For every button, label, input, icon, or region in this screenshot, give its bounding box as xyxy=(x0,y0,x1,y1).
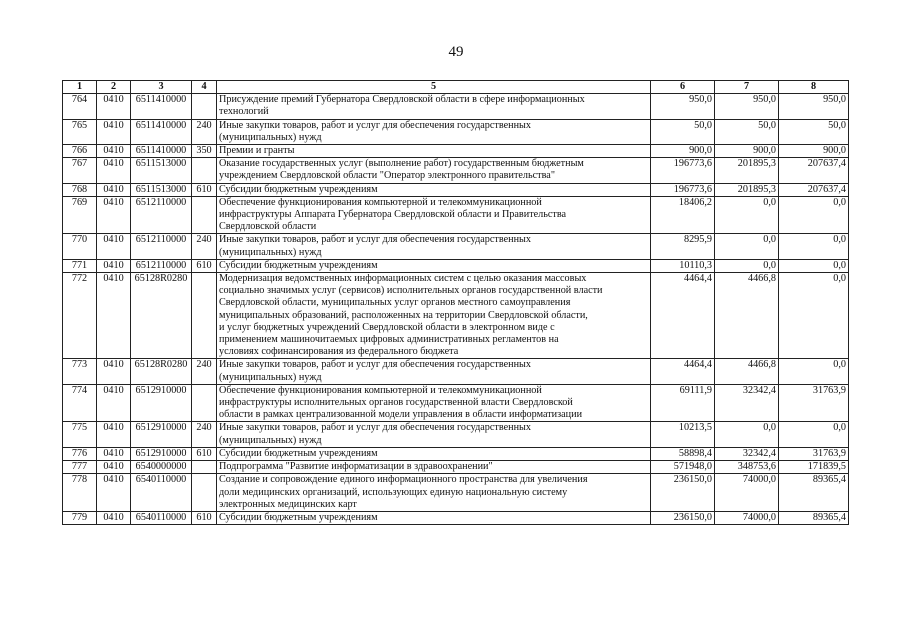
amount-col-7: 32342,4 xyxy=(715,384,779,422)
table-row xyxy=(63,158,849,183)
amount-col-6: 4464,4 xyxy=(651,359,715,384)
section-code: 0410 xyxy=(97,511,131,524)
description-line: (муниципальных) нужд xyxy=(219,131,322,143)
section-code: 0410 xyxy=(97,234,131,259)
description-line: применением машиночитаемых цифровых административных регламентов на xyxy=(219,334,559,346)
section-code: 0410 xyxy=(97,94,131,119)
amount-col-6: 571948,0 xyxy=(651,461,715,474)
row-description xyxy=(217,158,651,183)
description-line: (муниципальных) нужд xyxy=(219,371,322,383)
section-code: 0410 xyxy=(97,384,131,422)
target-code: 65128R0280 xyxy=(131,359,192,384)
amount-col-8: 89365,4 xyxy=(779,474,849,512)
header-col-4: 4 xyxy=(192,81,217,94)
description-line: Субсидии бюджетным учреждениям xyxy=(219,259,378,271)
amount-col-7: 0,0 xyxy=(715,234,779,259)
amount-col-6: 900,0 xyxy=(651,145,715,158)
table-row xyxy=(63,422,849,447)
section-code: 0410 xyxy=(97,422,131,447)
header-col-3: 3 xyxy=(131,81,192,94)
description-line: области в рамках централизованной модели управления в области информатизации xyxy=(219,409,583,421)
header-col-2: 2 xyxy=(97,81,131,94)
amount-col-7: 201895,3 xyxy=(715,158,779,183)
expense-type-code: 240 xyxy=(192,359,217,384)
expense-type-code: 610 xyxy=(192,511,217,524)
description-line: Субсидии бюджетным учреждениям xyxy=(219,447,378,459)
description-line: технологий xyxy=(219,106,269,118)
target-code: 6512110000 xyxy=(131,234,192,259)
section-code: 0410 xyxy=(97,474,131,512)
amount-col-7: 50,0 xyxy=(715,119,779,144)
description-line: Обеспечение функционирования компьютерной и телекоммуникационной xyxy=(219,384,542,396)
section-code: 0410 xyxy=(97,273,131,359)
header-col-5: 5 xyxy=(217,81,651,94)
row-number: 766 xyxy=(63,145,97,158)
target-code: 6512910000 xyxy=(131,384,192,422)
amount-col-7: 0,0 xyxy=(715,259,779,272)
expense-type-code: 610 xyxy=(192,183,217,196)
description-line: Иные закупки товаров, работ и услуг для обеспечения государственных xyxy=(219,359,531,371)
description-line: Субсидии бюджетным учреждениям xyxy=(219,183,378,195)
row-number: 770 xyxy=(63,234,97,259)
row-description xyxy=(217,474,651,512)
section-code: 0410 xyxy=(97,259,131,272)
expense-type-code xyxy=(192,196,217,234)
row-description xyxy=(217,384,651,422)
expense-type-code xyxy=(192,474,217,512)
target-code: 6511513000 xyxy=(131,158,192,183)
row-description xyxy=(217,359,651,384)
amount-col-7: 74000,0 xyxy=(715,474,779,512)
amount-col-8: 207637,4 xyxy=(779,158,849,183)
amount-col-8: 171839,5 xyxy=(779,461,849,474)
amount-col-8: 900,0 xyxy=(779,145,849,158)
description-line: Иные закупки товаров, работ и услуг для обеспечения государственных xyxy=(219,119,531,131)
row-number: 772 xyxy=(63,273,97,359)
row-description xyxy=(217,145,651,158)
table-row xyxy=(63,94,849,119)
amount-col-7: 900,0 xyxy=(715,145,779,158)
expense-type-code xyxy=(192,461,217,474)
description-line: Премии и гранты xyxy=(219,145,295,157)
expense-type-code: 240 xyxy=(192,119,217,144)
expense-type-code: 610 xyxy=(192,447,217,460)
row-number: 774 xyxy=(63,384,97,422)
table-row xyxy=(63,474,849,512)
page-number: 49 xyxy=(448,44,464,60)
target-code: 6512910000 xyxy=(131,447,192,460)
row-number: 775 xyxy=(63,422,97,447)
description-line: электронных медицинских карт xyxy=(219,498,357,510)
target-code: 6511513000 xyxy=(131,183,192,196)
target-code: 6540110000 xyxy=(131,474,192,512)
header-col-7: 7 xyxy=(715,81,779,94)
amount-col-6: 196773,6 xyxy=(651,158,715,183)
description-line: Модернизация ведомственных информационных систем с целью оказания массовых xyxy=(219,273,587,285)
row-number: 776 xyxy=(63,447,97,460)
target-code: 6511410000 xyxy=(131,145,192,158)
section-code: 0410 xyxy=(97,145,131,158)
section-code: 0410 xyxy=(97,359,131,384)
table-row xyxy=(63,273,849,359)
row-description xyxy=(217,196,651,234)
table-row xyxy=(63,384,849,422)
row-number: 765 xyxy=(63,119,97,144)
amount-col-6: 4464,4 xyxy=(651,273,715,359)
row-description xyxy=(217,259,651,272)
description-line: доли медицинских организаций, использующих единую национальную систему xyxy=(219,486,568,498)
description-line: и услуг бюджетных учреждений Свердловской области в электронном виде с xyxy=(219,321,555,333)
amount-col-8: 0,0 xyxy=(779,259,849,272)
amount-col-8: 0,0 xyxy=(779,196,849,234)
amount-col-6: 8295,9 xyxy=(651,234,715,259)
amount-col-7: 4466,8 xyxy=(715,273,779,359)
description-line: Свердловской области xyxy=(219,221,317,233)
header-col-8: 8 xyxy=(779,81,849,94)
amount-col-8: 0,0 xyxy=(779,422,849,447)
table-body xyxy=(63,94,849,525)
row-number: 768 xyxy=(63,183,97,196)
target-code: 65128R0280 xyxy=(131,273,192,359)
row-description xyxy=(217,94,651,119)
description-line: (муниципальных) нужд xyxy=(219,434,322,446)
expense-type-code: 350 xyxy=(192,145,217,158)
target-code: 6512110000 xyxy=(131,259,192,272)
table-row xyxy=(63,447,849,460)
amount-col-8: 31763,9 xyxy=(779,384,849,422)
target-code: 6540000000 xyxy=(131,461,192,474)
row-description xyxy=(217,511,651,524)
table-row xyxy=(63,145,849,158)
row-number: 777 xyxy=(63,461,97,474)
table-row xyxy=(63,234,849,259)
row-description xyxy=(217,183,651,196)
description-line: Субсидии бюджетным учреждениям xyxy=(219,511,378,523)
section-code: 0410 xyxy=(97,119,131,144)
amount-col-6: 10213,5 xyxy=(651,422,715,447)
expense-type-code xyxy=(192,158,217,183)
amount-col-6: 236150,0 xyxy=(651,474,715,512)
section-code: 0410 xyxy=(97,158,131,183)
description-line: инфраструктуры Аппарата Губернатора Свердловской области и Правительства xyxy=(219,209,567,221)
amount-col-7: 32342,4 xyxy=(715,447,779,460)
description-line: Свердловской области, муниципальных услуг органов местного самоуправления xyxy=(219,297,571,309)
amount-col-6: 950,0 xyxy=(651,94,715,119)
amount-col-6: 18406,2 xyxy=(651,196,715,234)
amount-col-8: 0,0 xyxy=(779,234,849,259)
table-row xyxy=(63,183,849,196)
section-code: 0410 xyxy=(97,196,131,234)
amount-col-7: 950,0 xyxy=(715,94,779,119)
description-line: условиях софинансирования из федерального бюджета xyxy=(219,346,459,358)
amount-col-8: 89365,4 xyxy=(779,511,849,524)
description-line: Иные закупки товаров, работ и услуг для обеспечения государственных xyxy=(219,422,531,434)
section-code: 0410 xyxy=(97,447,131,460)
target-code: 6511410000 xyxy=(131,94,192,119)
expense-type-code xyxy=(192,94,217,119)
amount-col-6: 236150,0 xyxy=(651,511,715,524)
header-col-6: 6 xyxy=(651,81,715,94)
amount-col-8: 950,0 xyxy=(779,94,849,119)
description-line: Подпрограмма "Развитие информатизации в здравоохранении" xyxy=(219,461,493,473)
row-description xyxy=(217,119,651,144)
amount-col-6: 10110,3 xyxy=(651,259,715,272)
amount-col-8: 50,0 xyxy=(779,119,849,144)
amount-col-8: 0,0 xyxy=(779,359,849,384)
expense-type-code xyxy=(192,384,217,422)
table-row xyxy=(63,259,849,272)
amount-col-6: 58898,4 xyxy=(651,447,715,460)
expense-type-code: 240 xyxy=(192,422,217,447)
amount-col-6: 196773,6 xyxy=(651,183,715,196)
amount-col-7: 0,0 xyxy=(715,422,779,447)
table-row xyxy=(63,119,849,144)
expense-type-code: 610 xyxy=(192,259,217,272)
row-description xyxy=(217,461,651,474)
row-number: 767 xyxy=(63,158,97,183)
row-description xyxy=(217,234,651,259)
header-col-1: 1 xyxy=(63,81,97,94)
description-line: муниципальных образований, расположенных на территории Свердловской области, xyxy=(219,309,588,321)
amount-col-7: 348753,6 xyxy=(715,461,779,474)
row-number: 778 xyxy=(63,474,97,512)
amount-col-6: 69111,9 xyxy=(651,384,715,422)
description-line: социально значимых услуг (сервисов) исполнительных органов государственной власти xyxy=(219,285,603,297)
target-code: 6512110000 xyxy=(131,196,192,234)
target-code: 6512910000 xyxy=(131,422,192,447)
table-row xyxy=(63,511,849,524)
section-code: 0410 xyxy=(97,461,131,474)
description-line: учреждением Свердловской области "Оператор электронного правительства" xyxy=(219,170,555,182)
amount-col-7: 0,0 xyxy=(715,196,779,234)
amount-col-8: 0,0 xyxy=(779,273,849,359)
amount-col-7: 74000,0 xyxy=(715,511,779,524)
table-row xyxy=(63,196,849,234)
amount-col-8: 31763,9 xyxy=(779,447,849,460)
header-row xyxy=(63,81,849,94)
amount-col-7: 4466,8 xyxy=(715,359,779,384)
expense-type-code: 240 xyxy=(192,234,217,259)
description-line: Иные закупки товаров, работ и услуг для обеспечения государственных xyxy=(219,234,531,246)
description-line: Присуждение премий Губернатора Свердловской области в сфере информационных xyxy=(219,94,585,106)
amount-col-8: 207637,4 xyxy=(779,183,849,196)
section-code: 0410 xyxy=(97,183,131,196)
budget-table xyxy=(62,80,849,525)
amount-col-7: 201895,3 xyxy=(715,183,779,196)
row-number: 771 xyxy=(63,259,97,272)
description-line: Обеспечение функционирования компьютерной и телекоммуникационной xyxy=(219,196,542,208)
table-row xyxy=(63,461,849,474)
description-line: Оказание государственных услуг (выполнение работ) государственным бюджетным xyxy=(219,158,584,170)
description-line: (муниципальных) нужд xyxy=(219,246,322,258)
table-row xyxy=(63,359,849,384)
description-line: Создание и сопровождение единого информационного пространства для увеличения xyxy=(219,474,588,486)
row-number: 779 xyxy=(63,511,97,524)
row-description xyxy=(217,422,651,447)
row-description xyxy=(217,273,651,359)
row-number: 764 xyxy=(63,94,97,119)
row-number: 769 xyxy=(63,196,97,234)
target-code: 6540110000 xyxy=(131,511,192,524)
row-description xyxy=(217,447,651,460)
expense-type-code xyxy=(192,273,217,359)
amount-col-6: 50,0 xyxy=(651,119,715,144)
row-number: 773 xyxy=(63,359,97,384)
description-line: инфраструктуры исполнительных органов государственной власти Свердловской xyxy=(219,397,573,409)
target-code: 6511410000 xyxy=(131,119,192,144)
